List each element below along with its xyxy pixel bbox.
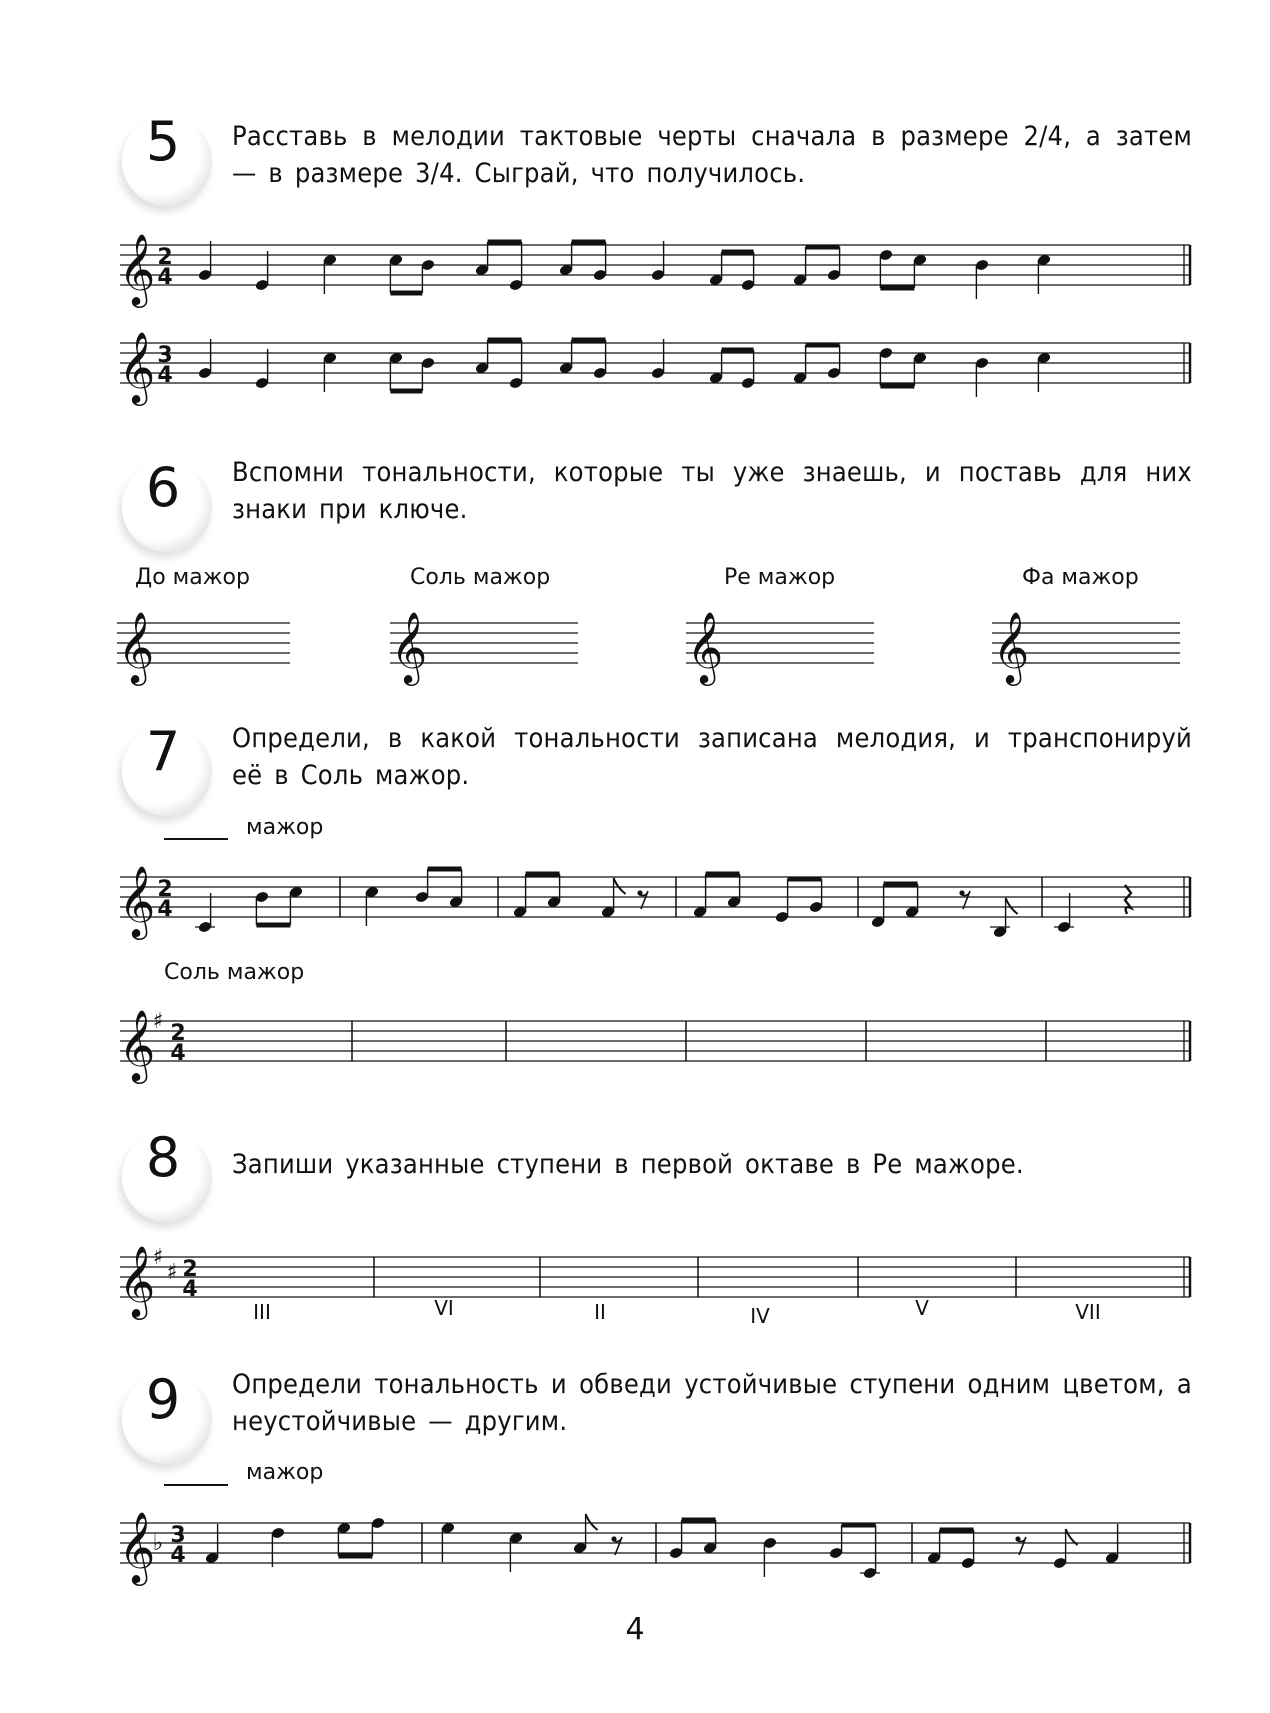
time-signature-top: 3 [170,1523,186,1548]
quarter-rest-icon [1125,885,1131,914]
task-9-melody-staff [0,1498,1270,1588]
melody-key-label: мажор [246,815,324,840]
treble-clef-icon: 𝄞 [118,330,156,403]
page-number: 4 [625,1612,645,1647]
task-7-melody-staff [0,852,1270,942]
degree-label: IV [750,1304,770,1328]
transposed-key-label: Соль мажор [164,960,305,985]
task-5-staff-1 [0,220,1270,310]
answer-blank-tonality[interactable] [164,1484,228,1486]
answer-blank-tonality[interactable] [164,838,228,840]
treble-clef-icon: 𝄞 [118,864,156,937]
degree-label: VII [1075,1300,1101,1324]
task-5-staff-2 [0,318,1270,408]
key-label-g-major: Соль мажор [410,565,551,590]
task-5-instruction: Расставь в мелодии тактовые черты сначала в размере 2/4, а затем — в размере 3/4. Сыграй, что получилось. [232,121,1192,189]
time-signature-bottom: 4 [157,897,173,922]
sharp-icon: ♯ [166,1260,178,1285]
task-6-instruction: Вспомни тональности, которые ты уже знаешь, и поставь для них знаки при ключе. [232,457,1192,525]
task-number-5 [118,112,218,192]
key-label-d-major: Ре мажор [724,565,836,590]
flat-icon: ♭ [152,1531,164,1556]
treble-clef-icon: 𝄞 [686,610,724,683]
time-signature-bottom: 4 [157,363,173,388]
sharp-icon: ♯ [152,1009,164,1034]
note-flag [1006,898,1018,914]
melody-key-label: мажор [246,1460,324,1485]
degree-label: V [915,1296,929,1320]
time-signature-bottom: 4 [157,265,173,290]
note-flag [586,1514,598,1530]
task-number-8 [118,1128,218,1208]
treble-clef-icon: 𝄞 [390,610,428,683]
key-label-f-major: Фа мажор [1022,565,1139,590]
task-8-instruction: Запиши указанные ступени в первой октаве в Ре мажоре. [232,1149,1024,1180]
degree-label: III [253,1300,271,1324]
time-signature-top: 2 [157,877,173,902]
treble-clef-icon: 𝄞 [992,610,1030,683]
treble-clef-icon: 𝄞 [118,232,156,305]
time-signature-bottom: 4 [170,1543,186,1568]
task-number-digit: 7 [145,720,181,783]
sharp-icon: ♯ [152,1245,164,1270]
task-number-digit: 8 [145,1126,181,1189]
degree-label: VI [434,1296,454,1320]
time-signature-top: 2 [170,1021,186,1046]
key-label-c-major: До мажор [135,565,250,590]
note-flag [614,878,626,894]
treble-clef-icon: 𝄞 [118,1244,156,1317]
task-6-key-staves [0,598,1270,683]
treble-clef-icon: 𝄞 [118,1510,156,1583]
task-7-instruction: Определи, в какой тональности записана мелодия, и транспонируй её в Соль мажор. [232,723,1192,791]
task-number-7 [118,722,218,802]
time-signature-top: 2 [157,245,173,270]
time-signature-top: 3 [157,343,173,368]
treble-clef-icon: 𝄞 [118,1008,156,1081]
task-number-digit: 9 [145,1368,181,1431]
time-signature-bottom: 4 [170,1041,186,1066]
time-signature-bottom: 4 [182,1277,198,1302]
task-number-digit: 6 [145,456,181,519]
task-9-instruction: Определи тональность и обведи устойчивые ступени одним цветом, а неустойчивые — другим. [232,1369,1192,1437]
treble-clef-icon: 𝄞 [117,610,155,683]
task-number-digit: 5 [145,110,181,173]
degree-label: II [594,1300,606,1324]
task-number-9 [118,1370,218,1450]
task-7-answer-staff[interactable] [0,996,1270,1086]
time-signature-top: 2 [182,1257,198,1282]
task-number-6 [118,458,218,538]
